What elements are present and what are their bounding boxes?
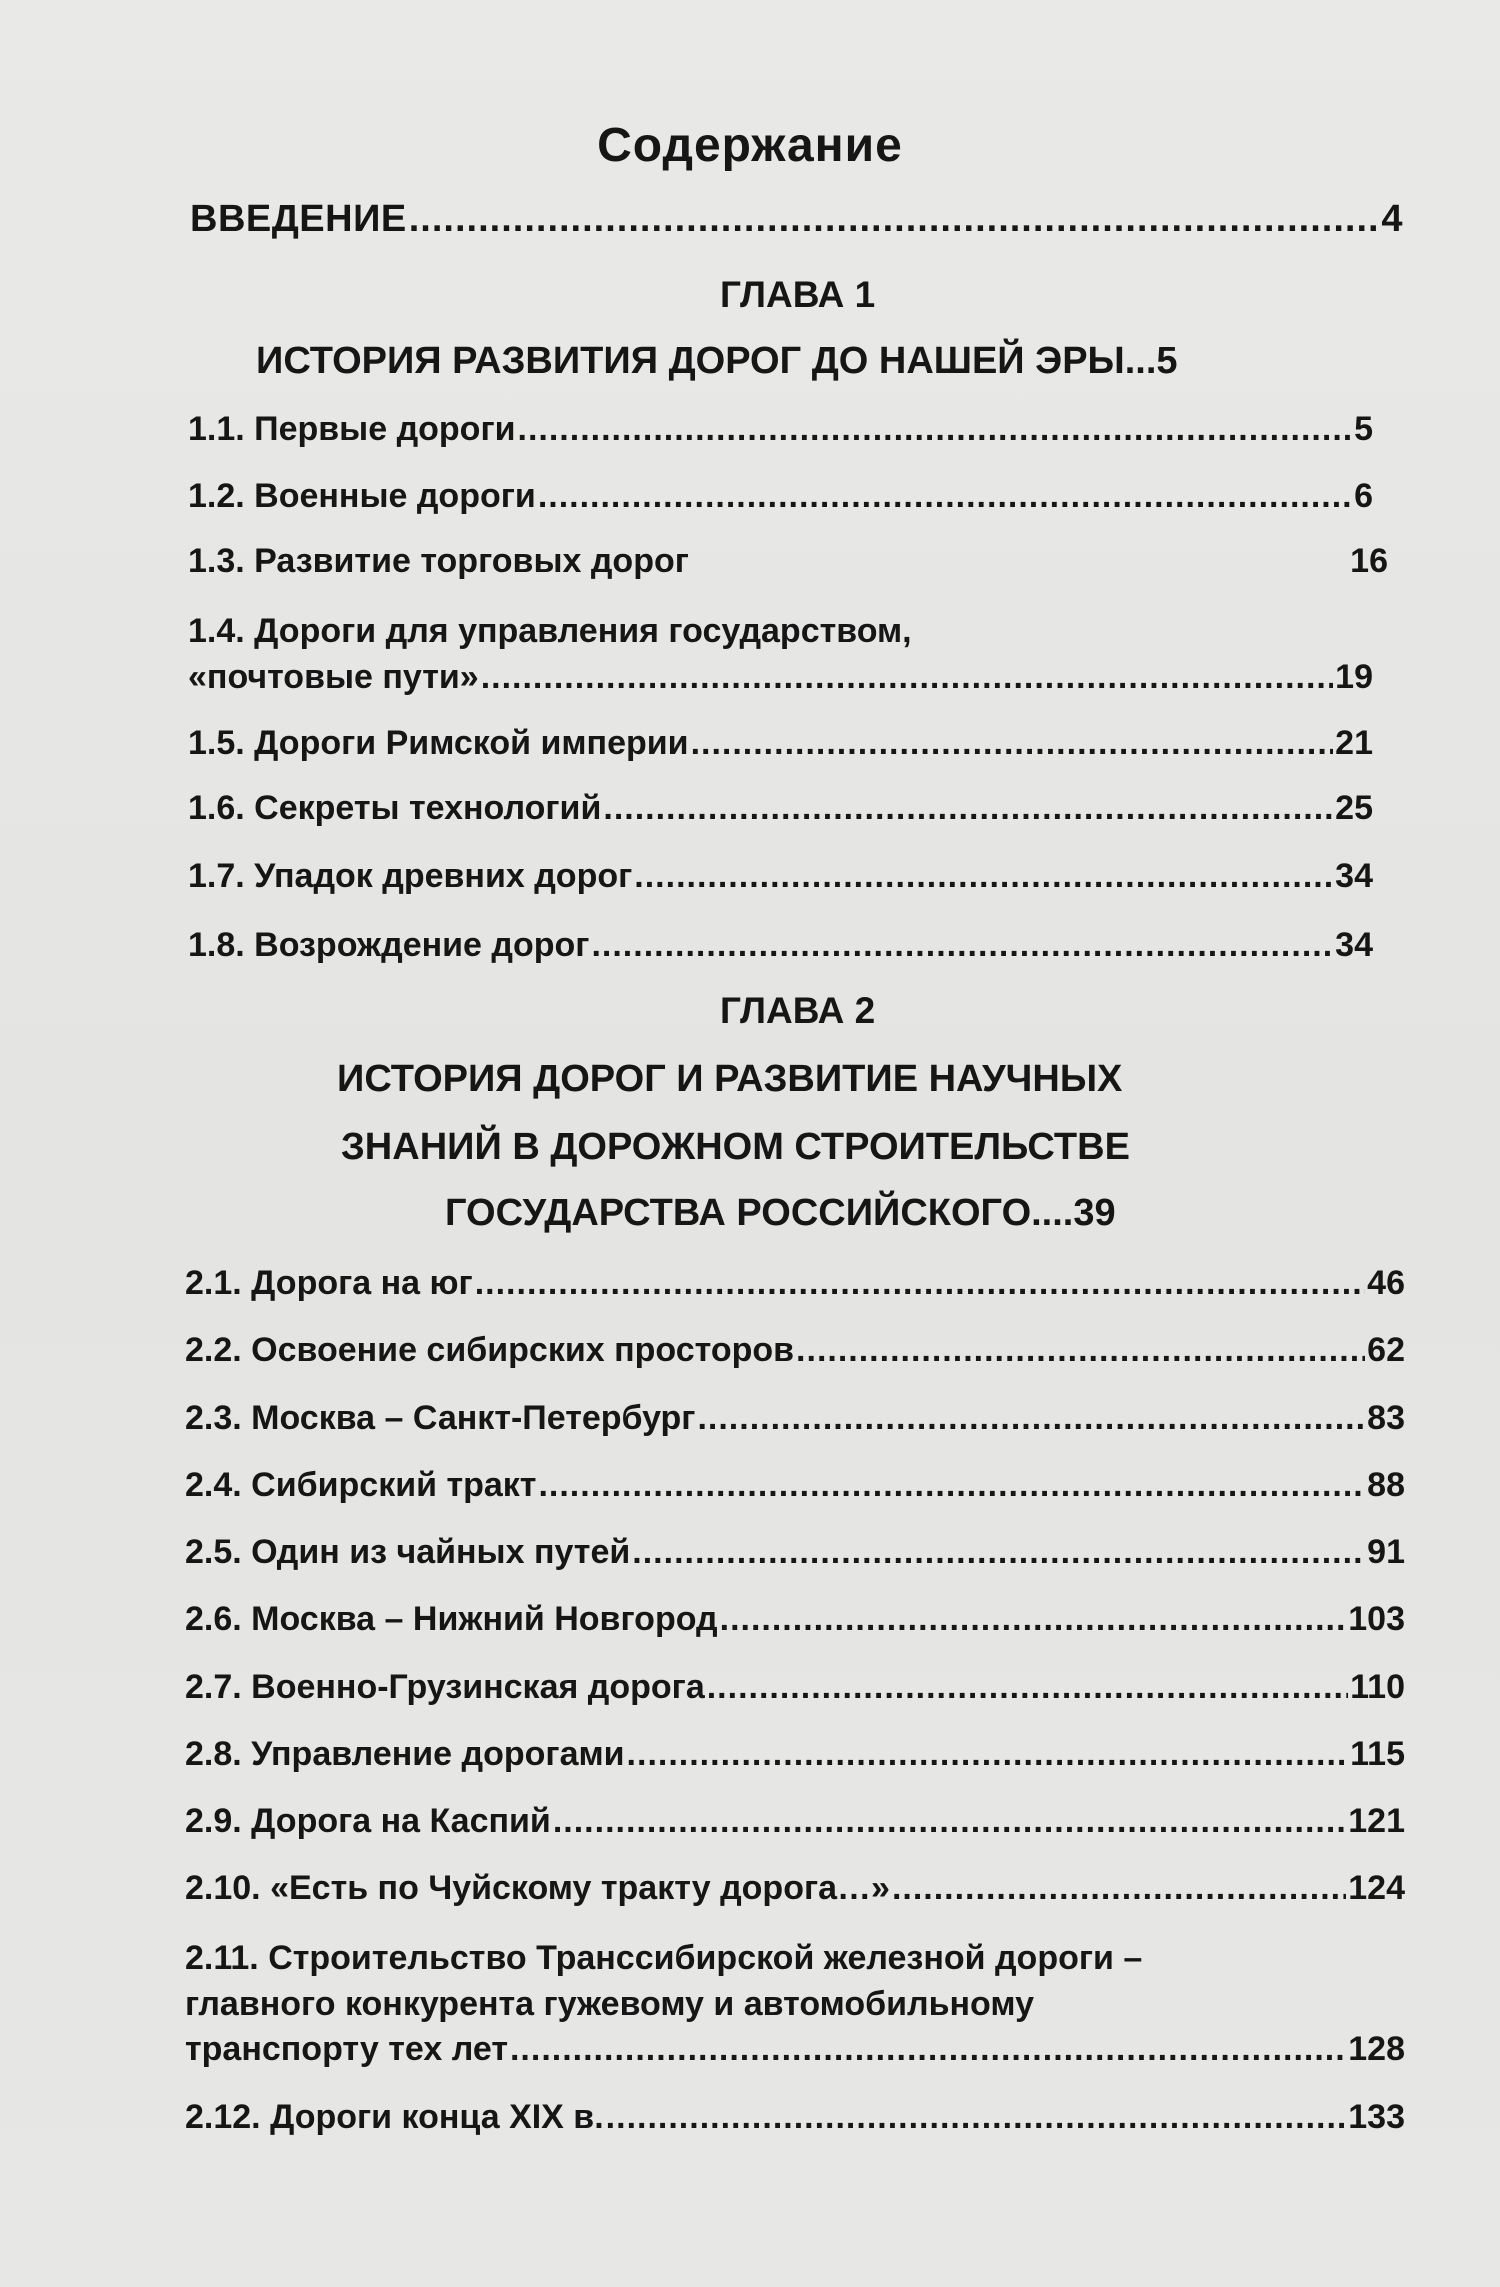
chapter-1-title[interactable]: ИСТОРИЯ РАЗВИТИЯ ДОРОГ ДО НАШЕЙ ЭРЫ...5 bbox=[256, 340, 1178, 382]
toc-entry[interactable] bbox=[185, 1600, 1405, 1639]
toc-page-number: 5 bbox=[1354, 410, 1373, 448]
toc-entry[interactable] bbox=[188, 542, 1388, 581]
toc-entry-label: 2.9. Дорога на Каспий bbox=[185, 1802, 551, 1840]
toc-entry[interactable] bbox=[185, 1735, 1405, 1774]
toc-page-number: 46 bbox=[1367, 1264, 1405, 1302]
toc-entry-label: 2.3. Москва – Санкт-Петербург bbox=[185, 1399, 696, 1437]
toc-entry-label: транспорту тех лет bbox=[185, 2030, 508, 2068]
toc-page-number: 34 bbox=[1335, 857, 1373, 895]
toc-entry-label-line[interactable]: 1.4. Дороги для управления государством, bbox=[188, 612, 912, 650]
toc-entry[interactable] bbox=[188, 658, 1373, 697]
toc-entry-introduction[interactable] bbox=[190, 198, 1403, 241]
dot-leader bbox=[510, 2030, 1346, 2069]
toc-entry-label-line[interactable]: главного конкурента гужевому и автомобильному bbox=[185, 1985, 1034, 2023]
toc-page-number: 115 bbox=[1350, 1735, 1405, 1773]
chapter-2-title-line[interactable]: ИСТОРИЯ ДОРОГ И РАЗВИТИЕ НАУЧНЫХ bbox=[337, 1058, 1123, 1100]
dot-leader bbox=[720, 1600, 1347, 1639]
dot-leader bbox=[697, 1399, 1365, 1438]
dot-leader bbox=[553, 1802, 1346, 1841]
dot-leader bbox=[475, 1264, 1365, 1303]
toc-entry-label: 2.5. Один из чайных путей bbox=[185, 1533, 631, 1571]
toc-entry[interactable] bbox=[188, 410, 1373, 449]
toc-entry[interactable] bbox=[188, 724, 1373, 763]
toc-entry[interactable] bbox=[188, 789, 1373, 828]
dot-leader bbox=[481, 658, 1333, 697]
dot-leader bbox=[591, 926, 1333, 965]
toc-entry[interactable] bbox=[185, 2030, 1405, 2069]
toc-page-number: 21 bbox=[1335, 724, 1373, 762]
dot-leader bbox=[409, 198, 1380, 241]
toc-page-number: 103 bbox=[1348, 1600, 1405, 1638]
dot-leader bbox=[627, 1735, 1349, 1774]
toc-entry-label: 1.2. Военные дороги bbox=[188, 477, 536, 515]
dot-leader bbox=[634, 857, 1333, 896]
dot-leader bbox=[538, 1466, 1365, 1505]
toc-entry-label: 1.6. Секреты технологий bbox=[188, 789, 602, 827]
toc-entry[interactable] bbox=[185, 1802, 1405, 1841]
toc-page-number: 110 bbox=[1350, 1668, 1405, 1706]
toc-page-number: 19 bbox=[1335, 658, 1373, 696]
dot-leader bbox=[538, 477, 1352, 516]
toc-entry-label: «почтовые пути» bbox=[188, 658, 479, 696]
dot-leader bbox=[691, 724, 1334, 763]
toc-page-number: 34 bbox=[1335, 926, 1373, 964]
toc-page-number: 62 bbox=[1367, 1331, 1405, 1369]
toc-entry[interactable] bbox=[185, 1331, 1405, 1370]
toc-entry[interactable] bbox=[185, 1399, 1405, 1438]
toc-entry-label: 1.1. Первые дороги bbox=[188, 410, 516, 448]
chapter-2-heading: ГЛАВА 2 bbox=[720, 990, 876, 1031]
toc-entry-label: 2.7. Военно-Грузинская дорога bbox=[185, 1668, 705, 1706]
toc-entry-label: 2.10. «Есть по Чуйскому тракту дорога…» bbox=[185, 1869, 890, 1907]
toc-entry[interactable] bbox=[188, 477, 1373, 516]
chapter-2-title-line[interactable]: ГОСУДАРСТВА РОССИЙСКОГО....39 bbox=[445, 1192, 1116, 1234]
toc-entry[interactable] bbox=[185, 1668, 1405, 1707]
dot-leader bbox=[603, 789, 1333, 828]
toc-entry[interactable] bbox=[185, 2098, 1405, 2137]
dot-leader bbox=[796, 1331, 1365, 1370]
toc-page-number: 4 bbox=[1381, 198, 1403, 240]
dot-leader bbox=[632, 1533, 1365, 1572]
dot-leader bbox=[606, 2098, 1347, 2137]
toc-entry-label: ВВЕДЕНИЕ bbox=[190, 198, 407, 240]
toc-entry-label: 2.4. Сибирский тракт bbox=[185, 1466, 537, 1504]
toc-entry-label: 2.1. Дорога на юг bbox=[185, 1264, 473, 1302]
toc-entry[interactable] bbox=[188, 857, 1373, 896]
toc-page-number: 128 bbox=[1348, 2030, 1405, 2068]
toc-entry[interactable] bbox=[185, 1869, 1405, 1908]
toc-entry[interactable] bbox=[188, 926, 1373, 965]
dot-leader bbox=[892, 1869, 1346, 1908]
toc-entry-label-line[interactable]: 2.11. Строительство Транссибирской железной дороги – bbox=[185, 1939, 1143, 1977]
toc-entry-label: 1.5. Дороги Римской империи bbox=[188, 724, 689, 762]
toc-page-number: 83 bbox=[1367, 1399, 1405, 1437]
toc-entry[interactable] bbox=[185, 1466, 1405, 1505]
chapter-1-heading: ГЛАВА 1 bbox=[720, 274, 876, 315]
toc-entry-label: 2.6. Москва – Нижний Новгород bbox=[185, 1600, 718, 1638]
dot-leader bbox=[518, 410, 1353, 449]
toc-page-number: 16 bbox=[1350, 542, 1388, 580]
toc-entry-label: 2.2. Освоение сибирских просторов bbox=[185, 1331, 795, 1369]
toc-entry-label: 2.8. Управление дорогами bbox=[185, 1735, 625, 1773]
toc-page-number: 6 bbox=[1354, 477, 1373, 515]
toc-page-number: 133 bbox=[1348, 2098, 1405, 2136]
toc-entry-label: 1.3. Развитие торговых дорог bbox=[188, 542, 689, 580]
toc-page-number: 25 bbox=[1335, 789, 1373, 827]
toc-entry-label: 2.12. Дороги конца XIX в. bbox=[185, 2098, 604, 2136]
dot-leader bbox=[707, 1668, 1348, 1707]
toc-entry-label: 1.7. Упадок древних дорог bbox=[188, 857, 633, 895]
toc-page-number: 91 bbox=[1367, 1533, 1405, 1571]
toc-entry[interactable] bbox=[185, 1264, 1405, 1303]
chapter-2-title-line[interactable]: ЗНАНИЙ В ДОРОЖНОМ СТРОИТЕЛЬСТВЕ bbox=[341, 1126, 1130, 1168]
toc-entry[interactable] bbox=[185, 1533, 1405, 1572]
toc-entry-label: 1.8. Возрождение дорог bbox=[188, 926, 590, 964]
page-title: Содержание bbox=[597, 119, 903, 172]
toc-page-number: 121 bbox=[1348, 1802, 1405, 1840]
toc-page-number: 88 bbox=[1367, 1466, 1405, 1504]
toc-page-number: 124 bbox=[1348, 1869, 1405, 1907]
